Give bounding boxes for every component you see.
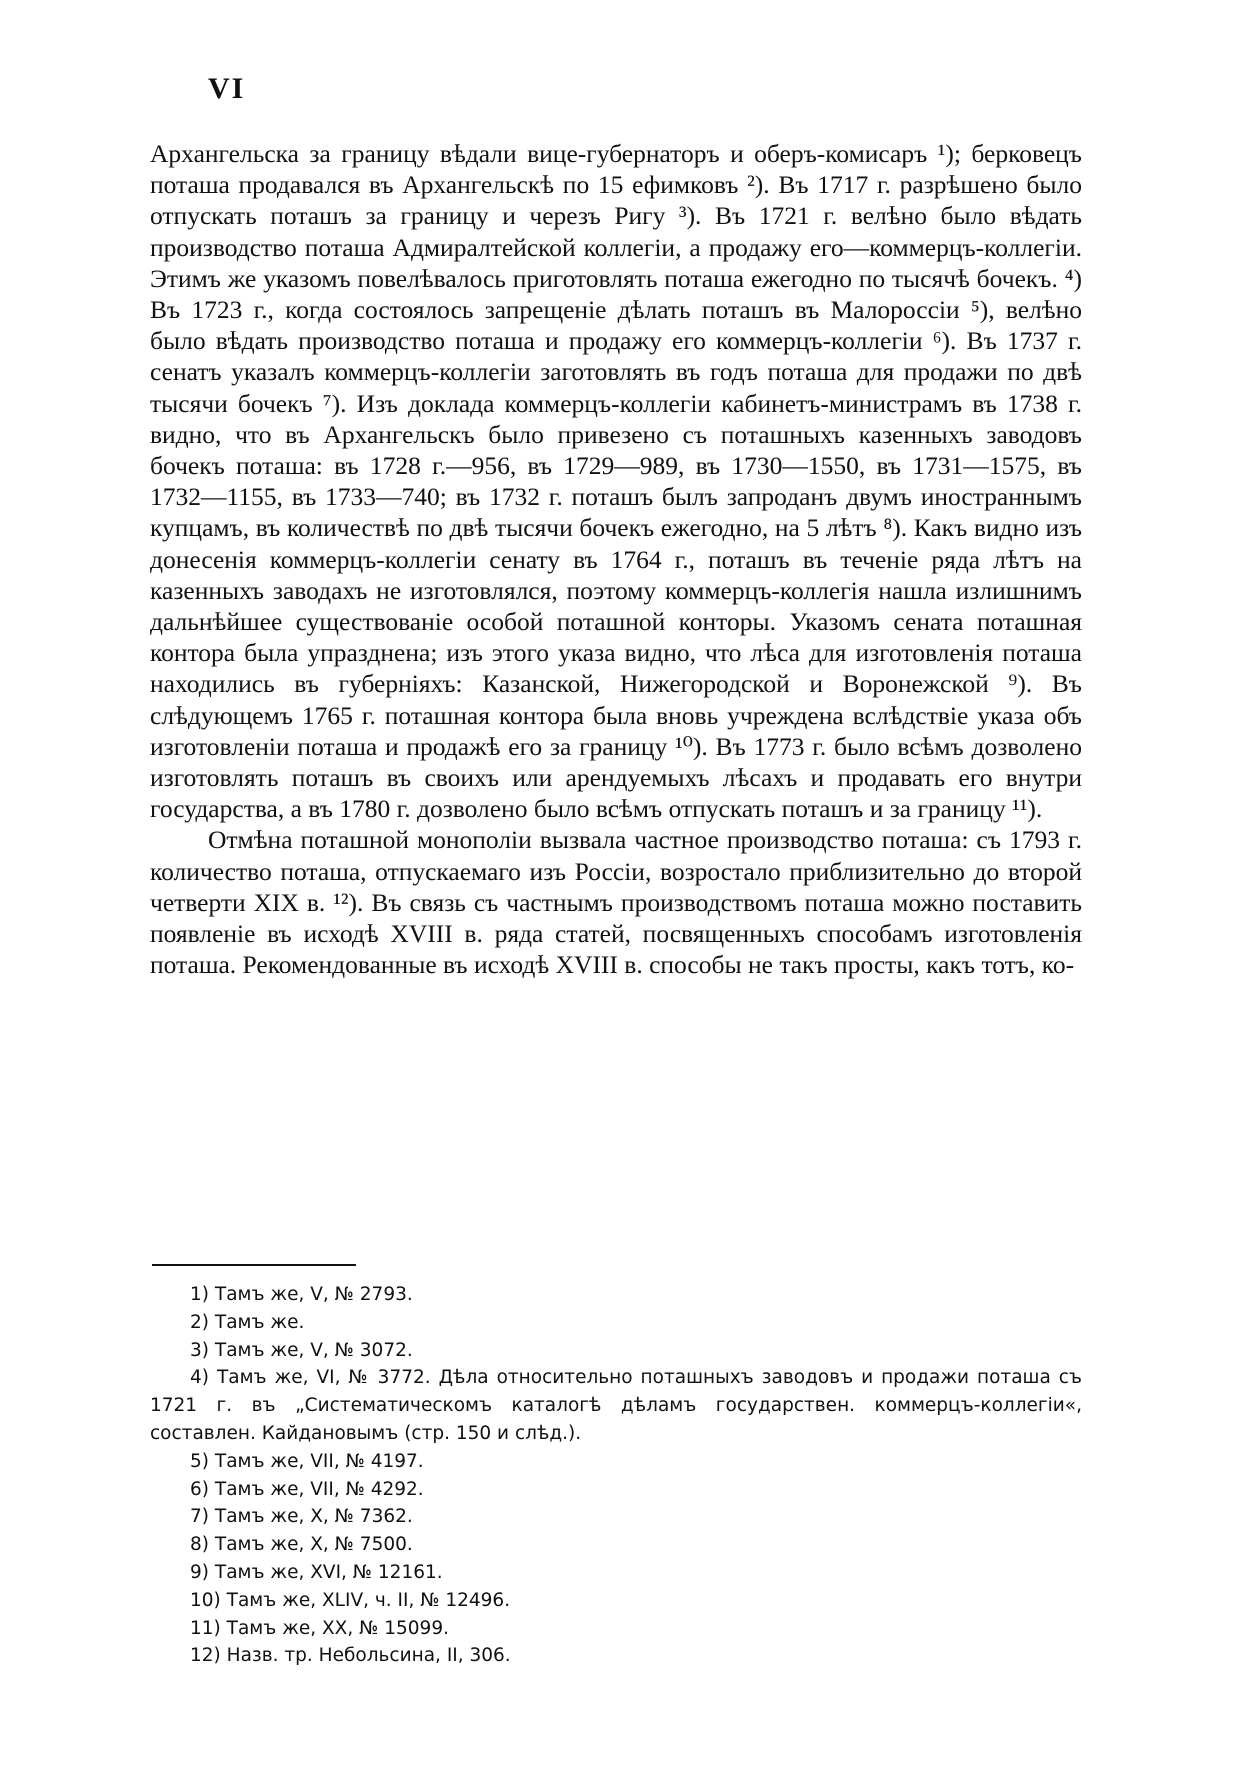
footnote-text: Назв. тр. Небольсина, II, 306. (226, 1645, 511, 1667)
main-text (150, 138, 1082, 980)
footnote-7 (150, 1503, 1082, 1531)
footnote-text: Тамъ же, XLIV, ч. II, № 12496. (226, 1589, 511, 1611)
footnote-11 (150, 1615, 1082, 1643)
footnote-text: Тамъ же, VI, № 3772. Дѣла относительно поташныхъ заводовъ и продажи поташа съ 1721 г. въ „Систематическомъ каталогѣ дѣламъ государствен. коммерцъ-коллегіи«, составлен. Кайдановымъ (стр. 150 и слѣд.). (150, 1367, 1083, 1444)
page-number: VI (208, 72, 246, 105)
footnote-mark: 11) (190, 1617, 221, 1639)
footnote-divider (152, 1264, 356, 1266)
footnote-12 (150, 1642, 1082, 1670)
footnote-9 (150, 1559, 1082, 1587)
footnote-mark: 12) (190, 1645, 221, 1667)
footnote-3 (150, 1337, 1082, 1365)
footnote-1 (150, 1281, 1082, 1309)
footnote-text: Тамъ же. (214, 1311, 305, 1333)
paragraph-1: Архангельска за границу вѣдали вице-губернаторъ и оберъ-комисаръ ¹); берковецъ поташа продавался въ Архангельскѣ по 15 ефимковъ ²). Въ 1717 г. разрѣшено было отпускать поташъ за границу и черезъ Ригу ³). Въ 1721 г. велѣно было вѣдать производство поташа Адмиралтейской коллегіи, а продажу его—коммерцъ-коллегіи. Этимъ же указомъ повелѣвалось приготовлять поташа ежегодно по тысячѣ бочекъ. ⁴) Въ 1723 г., когда состоялось запрещеніе дѣлать поташъ въ Малороссіи ⁵), велѣно было вѣдать производство поташа и продажу его коммерцъ-коллегіи ⁶). Въ 1737 г. сенатъ указалъ коммерцъ-коллегіи заготовлять въ годъ поташа для продажи по двѣ тысячи бочекъ ⁷). Изъ доклада коммерцъ-коллегіи кабинетъ-министрамъ въ 1738 г. видно, что въ Архангельскъ было привезено съ поташныхъ казенныхъ заводовъ бочекъ поташа: въ 1728 г.—956, въ 1729—989, въ 1730—1550, въ 1731—1575, въ 1732—1155, въ 1733—740; въ 1732 г. поташъ былъ запроданъ двумъ иностраннымъ купцамъ, въ количествѣ по двѣ тысячи бочекъ ежегодно, на 5 лѣтъ ⁸). Какъ видно изъ донесенія коммерцъ-коллегіи сенату въ 1764 г., поташъ въ теченіе ряда лѣтъ на казенныхъ заводахъ не изготовлялся, поэтому коммерцъ-коллегія нашла излишнимъ дальнѣйшее существованіе особой поташной конторы. Указомъ сената поташная контора была упразднена; изъ этого указа видно, что лѣса для изготовленія поташа находились въ губерніяхъ: Казанской, Нижегородской и Воронежской ⁹). Въ слѣдующемъ 1765 г. поташная контора была вновь учреждена вслѣдствіе указа объ изготовленіи поташа и продажѣ его за границу ¹⁰). Въ 1773 г. было всѣмъ дозволено изготовлять поташъ въ своихъ или арендуемыхъ лѣсахъ и продавать его внутри государства, а въ 1780 г. дозволено было всѣмъ отпускать поташъ и за границу ¹¹). (150, 139, 1082, 824)
footnote-mark: 9) (190, 1561, 209, 1583)
footnote-mark: 5) (190, 1450, 209, 1472)
footnote-8 (150, 1531, 1082, 1559)
footnotes (150, 1281, 1082, 1670)
footnote-mark: 1) (190, 1284, 209, 1305)
footnote-mark: 3) (190, 1339, 209, 1361)
paragraph-2: Отмѣна поташной монополіи вызвала частное производство поташа: съ 1793 г. количество поташа, отпускаемаго изъ Россіи, возростало приблизительно до второй четверти XIX в. ¹²). Въ связь съ частнымъ производствомъ поташа можно поставить появленіе въ исходѣ XVIII в. ряда статей, посвященныхъ способамъ изготовленія поташа. Рекомендованные въ исходѣ XVIII в. способы не такъ просты, какъ тотъ, ко- (150, 825, 1082, 980)
footnote-2 (150, 1309, 1082, 1337)
footnote-mark: 2) (190, 1311, 209, 1333)
footnote-mark: 8) (190, 1534, 209, 1556)
footnote-5 (150, 1448, 1082, 1476)
footnote-mark: 10) (190, 1589, 221, 1611)
footnote-mark: 4) (190, 1367, 209, 1389)
footnote-text: Тамъ же, XVI, № 12161. (214, 1561, 443, 1583)
footnote-text: Тамъ же, X, № 7500. (214, 1534, 413, 1556)
footnote-text: Тамъ же, V, № 2793. (214, 1284, 413, 1305)
footnote-6 (150, 1476, 1082, 1504)
footnote-text: Тамъ же, VII, № 4292. (214, 1478, 424, 1500)
footnote-4 (150, 1364, 1082, 1447)
footnote-text: Тамъ же, V, № 3072. (214, 1339, 413, 1361)
footnote-mark: 7) (190, 1506, 209, 1528)
footnote-text: Тамъ же, VII, № 4197. (214, 1450, 424, 1472)
footnote-text: Тамъ же, X, № 7362. (214, 1506, 413, 1528)
footnote-text: Тамъ же, XX, № 15099. (226, 1617, 449, 1639)
footnote-10 (150, 1587, 1082, 1615)
footnote-mark: 6) (190, 1478, 209, 1500)
